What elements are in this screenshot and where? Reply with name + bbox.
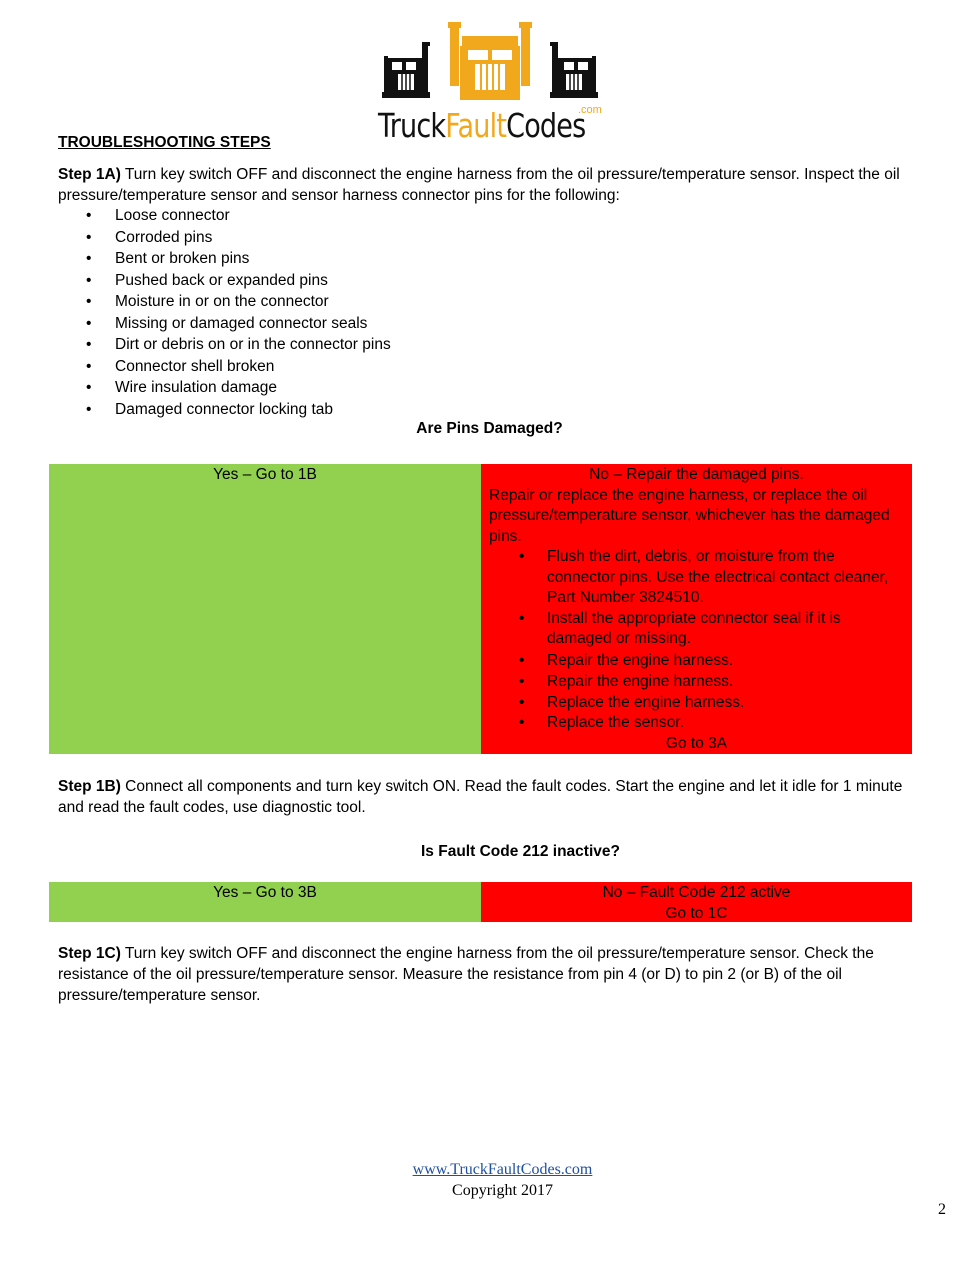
list-item: • Dirt or debris on or in the connector pins	[58, 334, 391, 356]
no-cell	[481, 882, 912, 922]
yes-cell	[49, 464, 481, 754]
page-number: 2	[938, 1201, 946, 1218]
list-item: • Bent or broken pins	[58, 248, 391, 270]
section-heading: TROUBLESHOOTING STEPS	[58, 134, 271, 151]
no-outcome-line2: Go to 1C	[665, 904, 728, 922]
list-item: • Replace the engine harness.	[489, 693, 904, 714]
decision-table-1	[49, 464, 912, 754]
list-item: • Repair the engine harness.	[489, 672, 904, 693]
list-item: • Moisture in or on the connector	[58, 291, 391, 313]
list-item: • Flush the dirt, debris, or moisture from the connector pins. Use the electrical contact cleaner, Part Number 3824510.	[489, 547, 904, 609]
step-1b-text: Connect all components and turn key switch ON. Read the fault codes. Start the engine and let it idle for 1 minute and read the fault codes, use diagnostic tool.	[58, 778, 903, 816]
list-item: • Loose connector	[58, 205, 391, 227]
website-link[interactable]: www.TruckFaultCodes.com	[412, 1161, 593, 1178]
logo-wordmark: TruckFaultCodes	[378, 106, 586, 145]
list-item: • Wire insulation damage	[58, 377, 391, 399]
no-cell	[481, 464, 912, 754]
list-item: • Repair the engine harness.	[489, 651, 904, 672]
no-outcome-title: No – Repair the damaged pins.	[589, 466, 804, 483]
list-item: • Install the appropriate connector seal if it is damaged or missing.	[489, 609, 904, 650]
logo-com: .com	[578, 104, 602, 116]
step-1c-label: Step 1C)	[58, 945, 121, 962]
fault-code-question: Is Fault Code 212 inactive?	[421, 843, 620, 860]
truckfaultcodes-logo	[378, 22, 602, 145]
step-1a-label: Step 1A)	[58, 166, 121, 183]
truck-icon	[378, 22, 602, 106]
yes-cell	[49, 882, 481, 922]
footer-link-line	[0, 1161, 979, 1179]
list-item: • Connector shell broken	[58, 356, 391, 378]
list-item: • Corroded pins	[58, 227, 391, 249]
copyright: Copyright 2017	[452, 1182, 553, 1199]
list-item: • Pushed back or expanded pins	[58, 270, 391, 292]
step-1b-paragraph	[58, 776, 918, 818]
no-outcome-footer: Go to 3A	[665, 734, 728, 752]
repair-steps-list	[489, 547, 904, 734]
step-1a-paragraph	[58, 164, 918, 206]
step-1a-text: Turn key switch OFF and disconnect the engine harness from the oil pressure/temperature sensor. Inspect the oil pressure/temperature sensor and sensor harness connector pins for the following:	[58, 166, 900, 204]
no-outcome-line1: No – Fault Code 212 active	[602, 884, 791, 901]
decision-table-2	[49, 882, 912, 922]
inspection-checklist	[58, 205, 391, 420]
list-item: • Missing or damaged connector seals	[58, 313, 391, 335]
list-item: • Replace the sensor.	[489, 713, 904, 734]
no-outcome-text: Repair or replace the engine harness, or replace the oil pressure/temperature sensor, whichever has the damaged pins.	[489, 486, 890, 545]
pins-damaged-question: Are Pins Damaged?	[416, 420, 563, 437]
step-1c-paragraph	[58, 943, 918, 1006]
yes-outcome: Yes – Go to 3B	[213, 884, 317, 901]
step-1b-label: Step 1B)	[58, 778, 121, 795]
list-item: • Damaged connector locking tab	[58, 399, 391, 421]
yes-outcome: Yes – Go to 1B	[213, 466, 317, 483]
step-1c-text: Turn key switch OFF and disconnect the engine harness from the oil pressure/temperature sensor. Check the resistance of the oil pressure/temperature sensor. Measure the resistance from pin 4 (or D) to pin 2 (or B) of the oil pressure/temperature sensor.	[58, 945, 874, 1004]
